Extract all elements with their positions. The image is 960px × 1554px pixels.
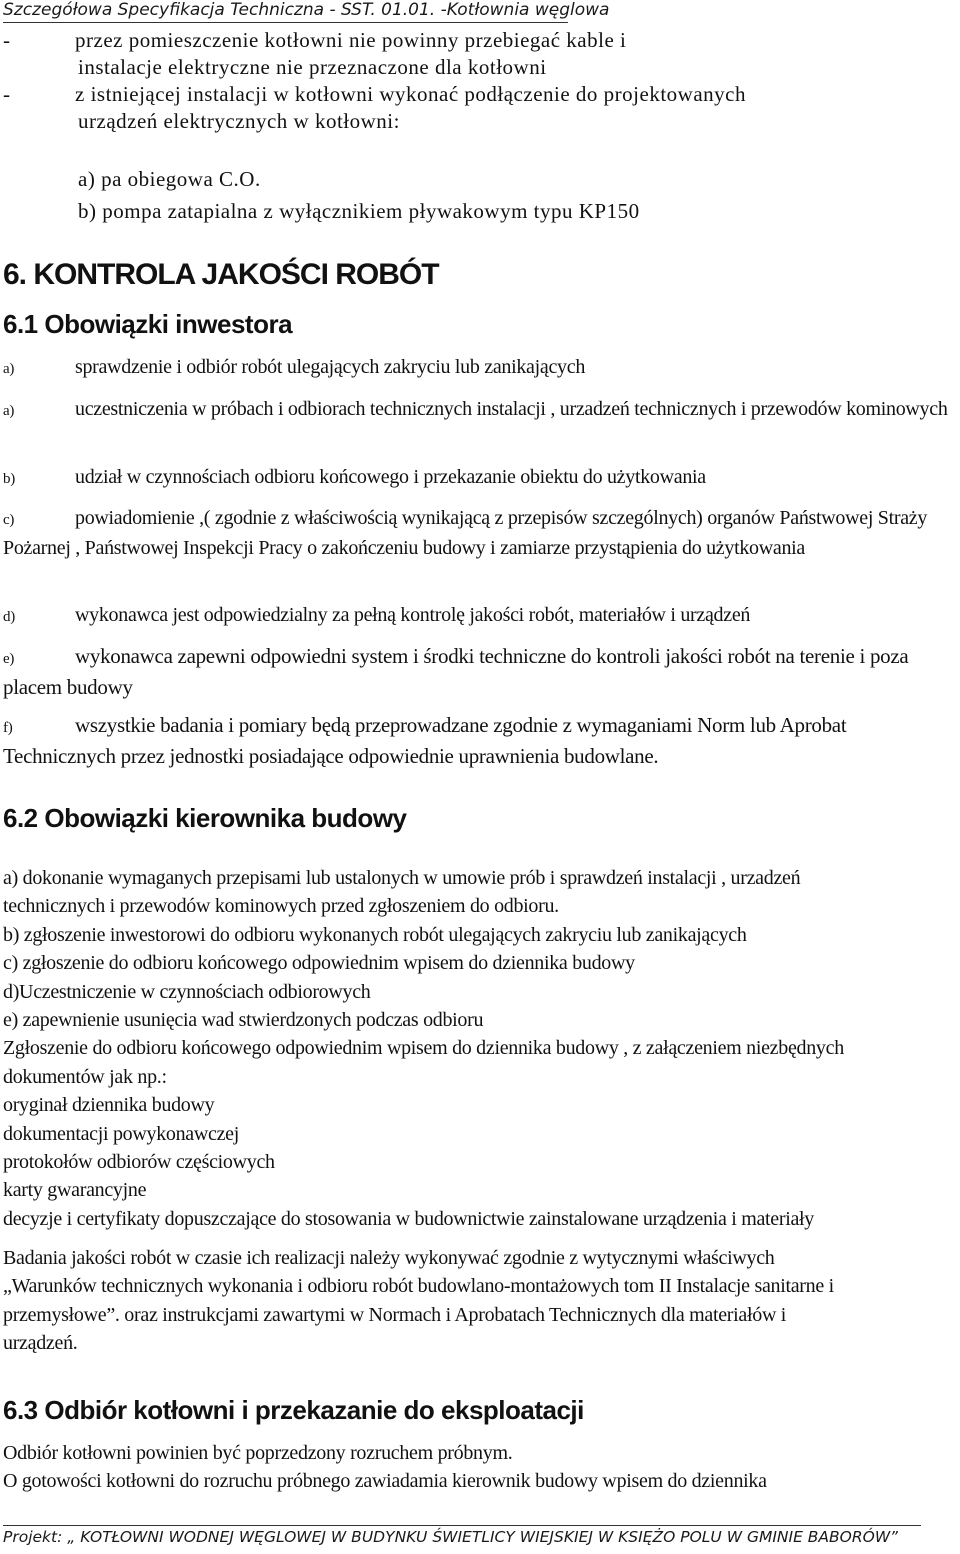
text-line: dokumentacji powykonawczej	[3, 1122, 240, 1145]
text-line: oryginał dziennika budowy	[3, 1094, 215, 1117]
item-text: sprawdzenie i odbiór robót ulegających zakryciu lub zanikających	[75, 356, 586, 378]
text-line: Odbiór kotłowni powinien być poprzedzony rozruchem próbnym.	[3, 1442, 513, 1464]
text-line: a) dokonanie wymaganych przepisami lub ustalonych w umowie prób i sprawdzeń instalacji , urzadzeń	[3, 867, 801, 889]
header-rule	[3, 22, 568, 23]
list-item	[3, 601, 958, 631]
item-label: a)	[3, 403, 15, 419]
sub-list	[3, 166, 640, 225]
subsection-heading: 6.2 Obowiązki kierownika budowy	[3, 803, 407, 833]
list-item	[3, 463, 958, 493]
list-marker: -	[3, 82, 11, 106]
list-text: przez pomieszczenie kotłowni nie powinny przebiegać kable i	[75, 28, 627, 52]
text-block	[3, 864, 958, 1233]
item-label: c)	[3, 512, 15, 528]
text-line: technicznych i przewodów kominowych przed zgłoszeniem do odbioru.	[3, 895, 559, 918]
list-text: z istniejącej instalacji w kotłowni wykonać podłączenie do projektowanych	[75, 82, 746, 106]
text-line: Zgłoszenie do odbioru końcowego odpowiednim wpisem do dziennika budowy , z załączeniem niezbędnych	[3, 1037, 844, 1060]
item-label: f)	[3, 720, 13, 736]
subsection-heading: 6.1 Obowiązki inwestora	[3, 309, 293, 339]
footer-rule	[3, 1525, 921, 1526]
list-marker: -	[3, 28, 11, 52]
list-item	[3, 711, 958, 770]
text-line: O gotowości kotłowni do rozruchu próbnego zawiadamia kierownik budowy wpisem do dziennika	[3, 1470, 767, 1493]
text-line: karty gwarancyjne	[3, 1179, 147, 1202]
text-line: „Warunków technicznych wykonania i odbioru robót budowlano-montażowych tom II Instalacje sanitarne i	[3, 1275, 834, 1298]
text-line: urządzeń.	[3, 1332, 78, 1355]
section-heading: 6. KONTROLA JAKOŚCI ROBÓT	[3, 258, 439, 291]
item-label: a)	[3, 361, 15, 377]
list-item	[3, 504, 958, 562]
item-text: udział w czynnościach odbioru końcowego i przekazanie obiektu do użytkowania	[75, 466, 706, 488]
text-line: protokołów odbiorów częściowych	[3, 1151, 275, 1174]
text-line: d)Uczestniczenie w czynnościach odbiorowych	[3, 980, 371, 1003]
item-label: b)	[3, 471, 15, 487]
text-line: Badania jakości robót w czasie ich realizacji należy wykonywać zgodnie z wytycznymi właściwych	[3, 1247, 775, 1269]
subsection-heading: 6.3 Odbiór kotłowni i przekazanie do eksploatacji	[3, 1395, 584, 1425]
item-text: wszystkie badania i pomiary będą przeprowadzane zgodnie z wymaganiami Norm lub Aprobat Technicznych przez jednostki posiadające odpowiednie uprawnienia budowlane.	[3, 713, 847, 768]
text-line: przemysłowe”. oraz instrukcjami zawartymi w Normach i Aprobatach Technicznych dla materiałów i	[3, 1303, 787, 1326]
text-line: e) zapewnienie usunięcia wad stwierdzonych podczas odbioru	[3, 1009, 484, 1032]
list-item: b) pompa zatapialna z wyłącznikiem pływakowym typu KP150	[78, 199, 640, 223]
list-item	[3, 27, 746, 135]
text-line: c) zgłoszenie do odbioru końcowego odpowiednim wpisem do dziennika budowy	[3, 952, 635, 975]
text-block	[3, 1439, 958, 1496]
item-label: d)	[3, 609, 15, 625]
list-item: a) pa obiegowa C.O.	[78, 167, 261, 191]
running-header: Szczegółowa Specyfikacja Techniczna - SST. 01.01. -Kotłownia węglowa	[3, 0, 610, 20]
text-line: decyzje i certyfikaty dopuszczające do stosowania w budownictwie zainstalowane urządzenia i materiały	[3, 1207, 815, 1230]
text-line: dokumentów jak np.:	[3, 1065, 167, 1088]
item-label: e)	[3, 651, 15, 667]
running-footer: Projekt: „ KOTŁOWNI WODNEJ WĘGLOWEJ W BUDYNKU ŚWIETLICY WIEJSKIEJ W KSIĘŻO POLU W GMINIE BABORÓW”	[3, 1528, 898, 1546]
item-text: wykonawca jest odpowiedzialny za pełną kontrolę jakości robót, materiałów i urządzeń	[75, 604, 751, 626]
list-text: urządzeń elektrycznych w kotłowni:	[78, 109, 400, 133]
list-item	[3, 395, 958, 425]
list-item	[3, 353, 958, 383]
text-line: b) zgłoszenie inwestorowi do odbioru wykonanych robót ulegających zakryciu lub zanikających	[3, 923, 747, 946]
list-text: instalacje elektryczne nie przeznaczone dla kotłowni	[78, 55, 547, 79]
paragraph	[3, 1244, 958, 1358]
item-text: powiadomienie ,( zgodnie z właściwością wynikającą z przepisów szczególnych) organów Państwowej Straży Pożarnej , Państwowej Inspekcji Pracy o zakończeniu budowy i zamiarze przystąpienia do użytkowania	[3, 507, 928, 559]
list-item	[3, 642, 958, 701]
item-text: wykonawca zapewni odpowiedni system i środki techniczne do kontroli jakości robót na terenie i poza placem budowy	[3, 644, 909, 699]
item-text: uczestniczenia w próbach i odbiorach technicznych instalacji , urzadzeń technicznych i przewodów kominowych	[75, 398, 948, 420]
